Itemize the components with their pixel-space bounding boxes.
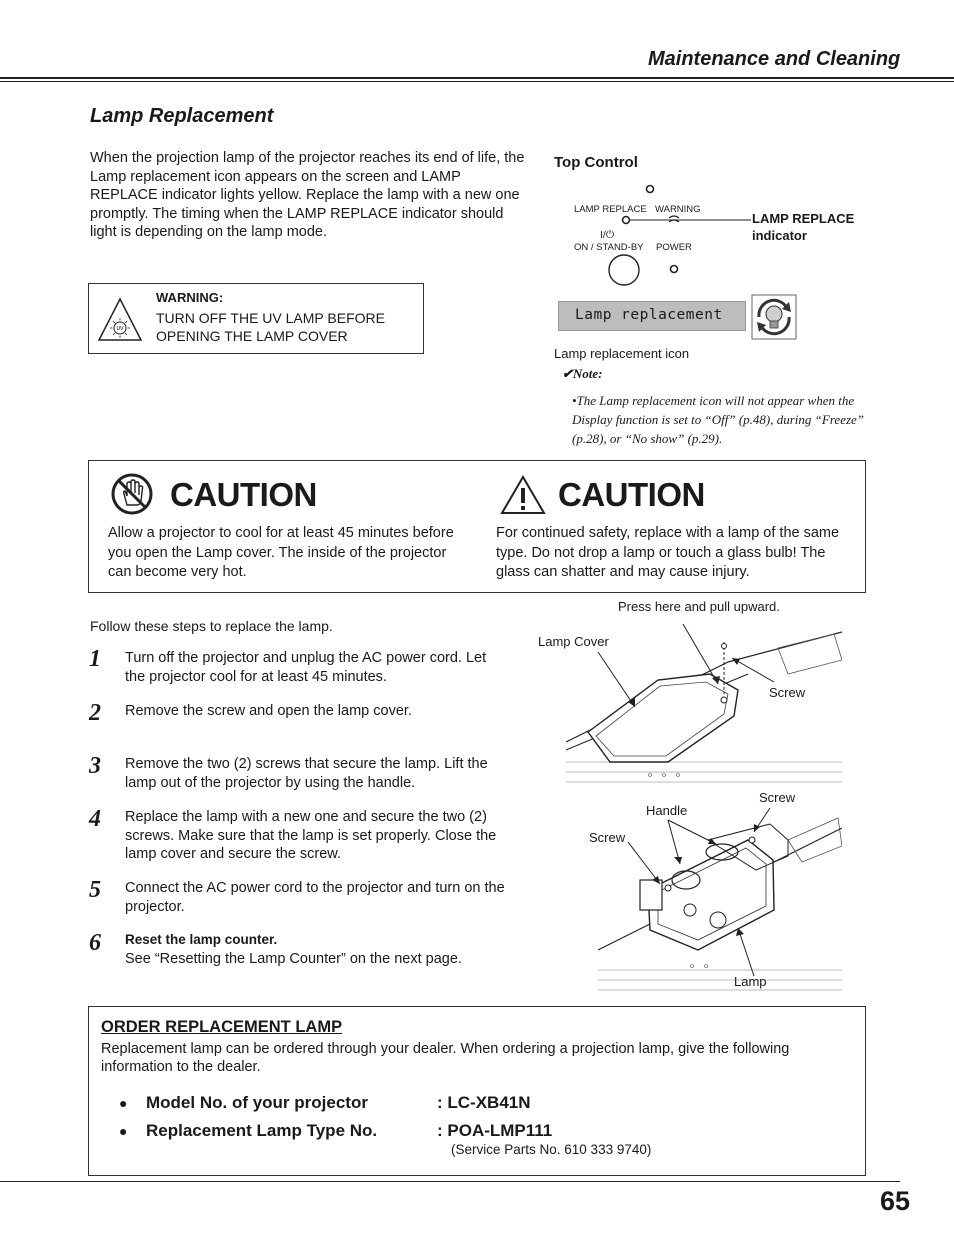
header-rule — [0, 77, 954, 79]
lamp-type-label: Replacement Lamp Type No. — [146, 1121, 378, 1140]
top-control-panel-drawing — [574, 212, 754, 297]
page-number: 65 — [880, 1186, 911, 1216]
warning-label: WARNING — [655, 204, 701, 215]
page-title: Lamp Replacement — [90, 105, 274, 127]
caution-heading-left: CAUTION — [170, 476, 317, 513]
warning-line-2: OPENING THE LAMP COVER — [156, 328, 348, 344]
model-value: : LC-XB41N — [437, 1093, 531, 1112]
note-text: •The Lamp replacement icon will not appear when the Display function is set to “Off” (p.48), during “Freeze” (p.28), or “No show” (p.29). — [572, 393, 865, 446]
step-number: 6 — [89, 930, 101, 956]
handle-label: Handle — [646, 803, 688, 818]
lamp-replacement-icon-label: Lamp replacement icon — [554, 346, 690, 361]
step-text: Connect the AC power cord to the projector and turn on the projector. — [125, 880, 505, 915]
lamp-assembly-figure — [588, 800, 842, 1001]
lamp-label: Lamp — [734, 974, 767, 989]
bullet: ● — [119, 1123, 128, 1139]
caution-heading-right: CAUTION — [558, 476, 705, 513]
svg-text:UV: UV — [116, 326, 124, 332]
step-text: Replace the lamp with a new one and secure the two (2) screws. Make sure that the lamp is set properly. Close the lamp cover and secure the screw. — [125, 809, 497, 862]
warning-line-1: TURN OFF THE UV LAMP BEFORE — [156, 310, 385, 326]
press-here-label: Press here and pull upward. — [618, 599, 780, 614]
uv-warning-icon — [96, 296, 144, 349]
step-number: 4 — [89, 806, 101, 832]
order-title: ORDER REPLACEMENT LAMP — [101, 1018, 343, 1036]
section-title: Maintenance and Cleaning — [648, 48, 901, 70]
intro-paragraph: When the projection lamp of the projector reaches its end of life, the Lamp replacement icon appears on the screen and LAMP REPLACE indicator lights yellow. Replace the lamp with a new one promptly. The timing when the LAMP REPLACE indicator should light is depending on the lamp mode. — [90, 150, 525, 240]
lamp-replacement-icon — [751, 294, 797, 345]
lamp-replacement-bar-text: Lamp replacement — [575, 307, 723, 323]
note-label: ✔Note: — [562, 366, 603, 381]
top-control-title: Top Control — [554, 154, 638, 171]
step-title: Reset the lamp counter. — [125, 932, 278, 947]
step-number: 2 — [89, 700, 101, 726]
lamp-replace-indicator-label: LAMP REPLACE indicator — [752, 211, 855, 243]
step-subtext: See “Resetting the Lamp Counter” on the next page. — [125, 950, 462, 967]
service-parts-number: (Service Parts No. 610 333 9740) — [451, 1142, 652, 1157]
bullet: ● — [119, 1095, 128, 1111]
footer-rule — [0, 1181, 900, 1182]
header-rule-thin — [0, 81, 954, 82]
model-label: Model No. of your projector — [146, 1093, 368, 1112]
screw-top-label: Screw — [759, 790, 796, 805]
order-text: Replacement lamp can be ordered through your dealer. When ordering a projection lamp, give the following information to the dealer. — [101, 1041, 790, 1075]
warning-title: WARNING: — [156, 290, 224, 305]
warning-text — [156, 309, 385, 345]
on-standby-label: ON / STAND-BY — [574, 242, 644, 253]
steps-intro: Follow these steps to replace the lamp. — [90, 618, 333, 634]
screw-label: Screw — [769, 685, 806, 700]
step-number: 1 — [89, 646, 101, 672]
screw-left-label: Screw — [589, 830, 626, 845]
step-text: Turn off the projector and unplug the AC power cord. Let the projector cool for at least 45 minutes. — [125, 650, 487, 685]
power-label: POWER — [656, 242, 692, 253]
lamp-cover-label: Lamp Cover — [538, 634, 609, 649]
step-number: 5 — [89, 877, 101, 903]
step-number: 3 — [89, 753, 101, 779]
power-symbol-label: I/⏻ — [600, 229, 615, 241]
top-indicator-light — [645, 181, 655, 199]
step-text — [125, 931, 505, 968]
caution-text-right: For continued safety, replace with a lamp of the same type. Do not drop a lamp or touch a glass bulb! The glass can shatter and may cause injury. — [496, 525, 840, 580]
caution-triangle-icon — [500, 475, 546, 520]
no-touch-hand-icon — [110, 472, 154, 521]
lamp-replace-label: LAMP REPLACE — [574, 204, 647, 215]
lamp-type-value: : POA-LMP111 — [437, 1121, 553, 1140]
caution-text-left: Allow a projector to cool for at least 45 minutes before you open the Lamp cover. The inside of the projector can become very hot. — [108, 525, 454, 580]
step-text: Remove the screw and open the lamp cover. — [125, 703, 412, 719]
step-text: Remove the two (2) screws that secure the lamp. Lift the lamp out of the projector by using the handle. — [125, 756, 488, 791]
